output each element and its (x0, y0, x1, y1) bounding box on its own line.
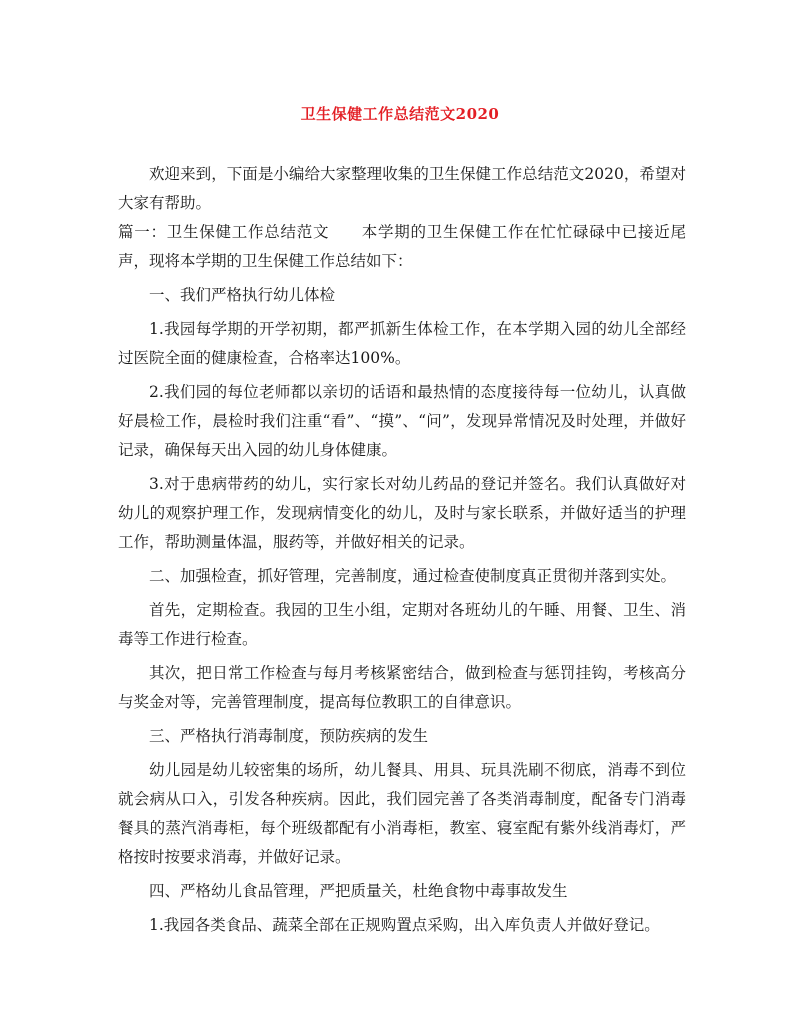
document-body (118, 160, 686, 940)
paragraph-disinfection: 幼儿园是幼儿较密集的场所，幼儿餐具、用具、玩具洗刷不彻底，消毒不到位就会病从口入，引发各种疾病。因此，我们园完善了各类消毒制度，配备专门消毒餐具的蒸汽消毒柜，每个班级都配有小消毒柜，教室、寝室配有紫外线消毒灯，严格按时按要求消毒，并做好记录。 (118, 761, 686, 866)
document-title: 卫生保健工作总结范文2020 (300, 105, 500, 123)
list-item-1-2: 2.我们园的每位老师都以亲切的话语和最热情的态度接待每一位幼儿，认真做好晨检工作，晨检时我们注重“看”、“摸”、“问”，发现异常情况及时处理，并做好记录，确保每天出入园的幼儿身体健康。 (118, 383, 686, 459)
list-item-1-3: 3.对于患病带药的幼儿，实行家长对幼儿药品的登记并签名。我们认真做好对幼儿的观察护理工作，发现病情变化的幼儿，及时与家长联系，并做好适当的护理工作，帮助测量体温，服药等，并做好相关的记录。 (118, 475, 686, 551)
list-item-4-1: 1.我园各类食品、蔬菜全部在正规购置点采购，出入库负责人并做好登记。 (149, 916, 660, 934)
list-item-1-1: 1.我园每学期的开学初期，都严抓新生体检工作，在本学期入园的幼儿全部经过医院全面的健康检查，合格率达100%。 (118, 320, 686, 367)
section-heading-3: 三、严格执行消毒制度，预防疾病的发生 (149, 727, 429, 745)
paragraph-first-check: 首先，定期检查。我园的卫生小组，定期对各班幼儿的午睡、用餐、卫生、消毒等工作进行检查。 (118, 601, 686, 648)
section-heading-2: 二、加强检查，抓好管理，完善制度，通过检查使制度真正贯彻并落到实处。 (149, 567, 677, 585)
paragraph-second-check: 其次，把日常工作检查与每月考核紧密结合，做到检查与惩罚挂钩，考核高分与奖金对等，完善管理制度，提高每位教职工的自律意识。 (118, 664, 686, 711)
chapter-one-opening-paragraph: 篇一：卫生保健工作总结范文 本学期的卫生保健工作在忙忙碌碌中已接近尾声，现将本学期的卫生保健工作总结如下： (118, 223, 686, 270)
section-heading-4: 四、严格幼儿食品管理，严把质量关，杜绝食物中毒事故发生 (149, 882, 568, 900)
intro-paragraph: 欢迎来到，下面是小编给大家整理收集的卫生保健工作总结范文2020，希望对大家有帮助。 (118, 165, 686, 212)
section-heading-1: 一、我们严格执行幼儿体检 (149, 286, 336, 304)
